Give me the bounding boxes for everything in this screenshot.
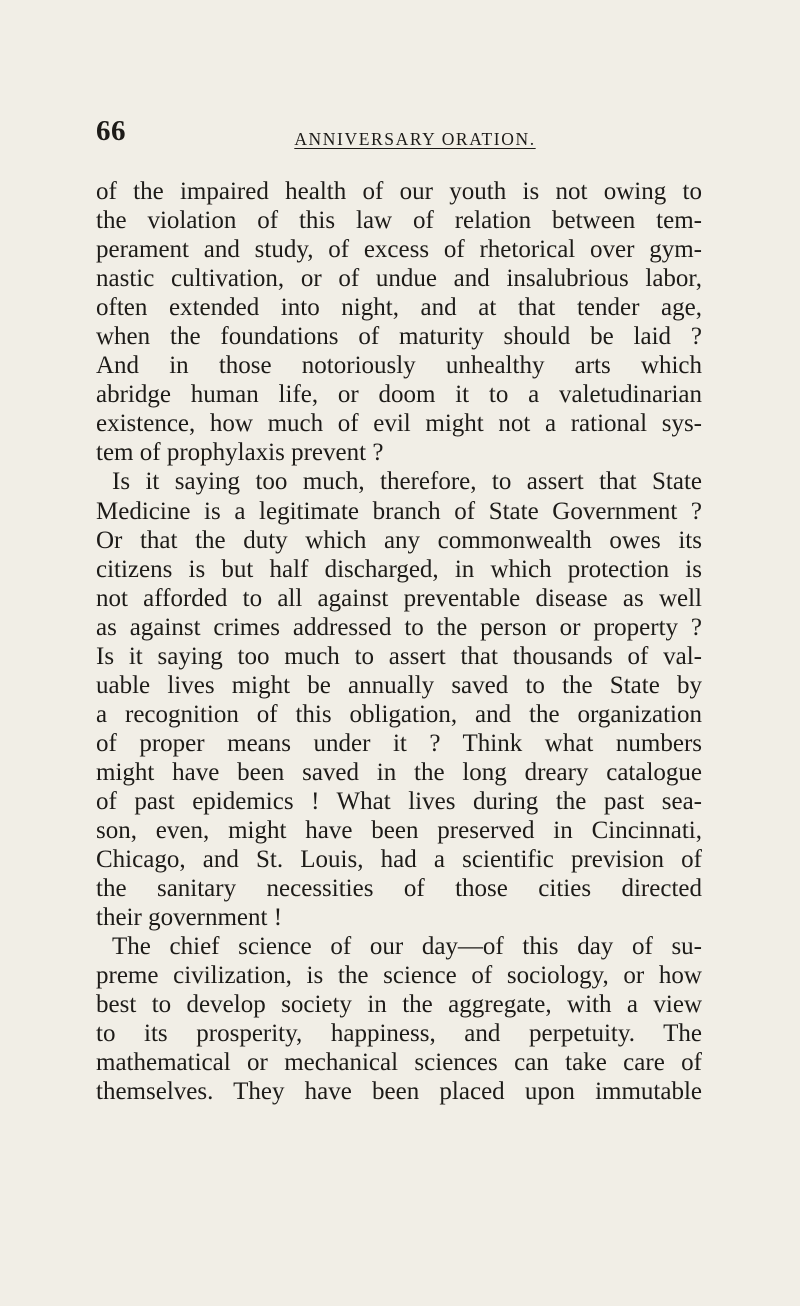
text-line: best to develop society in the aggregate, with a view <box>96 991 702 1019</box>
text-line: Is it saying too much to assert that thousands of val- <box>96 642 702 670</box>
text-line: of proper means under it ? Think what numbers <box>96 729 702 757</box>
text-line: to its prosperity, happiness, and perpetuity. The <box>96 1020 702 1048</box>
text-line: the violation of this law of relation between tem- <box>96 207 702 235</box>
text-line: perament and study, of excess of rhetorical over gym- <box>96 236 702 264</box>
text-line: Chicago, and St. Louis, had a scientific prevision of <box>96 846 702 874</box>
text-line: nastic cultivation, or of undue and insalubrious labor, <box>96 265 702 293</box>
text-line: often extended into night, and at that tender age, <box>96 294 702 322</box>
text-line: when the foundations of maturity should be laid ? <box>96 323 702 351</box>
text-line: existence, how much of evil might not a rational sys- <box>96 410 702 438</box>
text-line: citizens is but half discharged, in which protection is <box>96 555 702 583</box>
text-line: mathematical or mechanical sciences can take care of <box>96 1049 702 1077</box>
paragraph-start-line: The chief science of our day—of this day of su- <box>112 933 702 961</box>
text-line: abridge human life, or doom it to a valetudinarian <box>96 381 702 409</box>
page-number: 66 <box>96 115 126 147</box>
text-line: not afforded to all against preventable disease as well <box>96 584 702 612</box>
text-line: the sanitary necessities of those cities directed <box>96 875 702 903</box>
body-text <box>96 177 702 1107</box>
text-line: uable lives might be annually saved to the State by <box>96 671 702 699</box>
running-head: ANNIVERSARY ORATION. <box>294 129 536 149</box>
text-line: son, even, might have been preserved in Cincinnati, <box>96 817 702 845</box>
text-line: might have been saved in the long dreary catalogue <box>96 758 702 786</box>
text-line: Or that the duty which any commonwealth owes its <box>96 526 702 554</box>
text-line: of past epidemics ! What lives during the past sea- <box>96 787 702 815</box>
text-line: preme civilization, is the science of sociology, or how <box>96 962 702 990</box>
text-line: a recognition of this obligation, and the organization <box>96 700 702 728</box>
text-line: And in those notoriously unhealthy arts which <box>96 352 702 380</box>
text-line: tem of prophylaxis prevent ? <box>96 439 384 467</box>
text-line: their government ! <box>96 904 283 932</box>
paragraph-start-line: Is it saying too much, therefore, to assert that State <box>112 468 702 496</box>
text-line: Medicine is a legitimate branch of State Government ? <box>96 497 702 525</box>
text-line: themselves. They have been placed upon immutable <box>96 1078 702 1106</box>
text-line: of the impaired health of our youth is not owing to <box>96 178 702 205</box>
text-line: as against crimes addressed to the person or property ? <box>96 613 702 641</box>
